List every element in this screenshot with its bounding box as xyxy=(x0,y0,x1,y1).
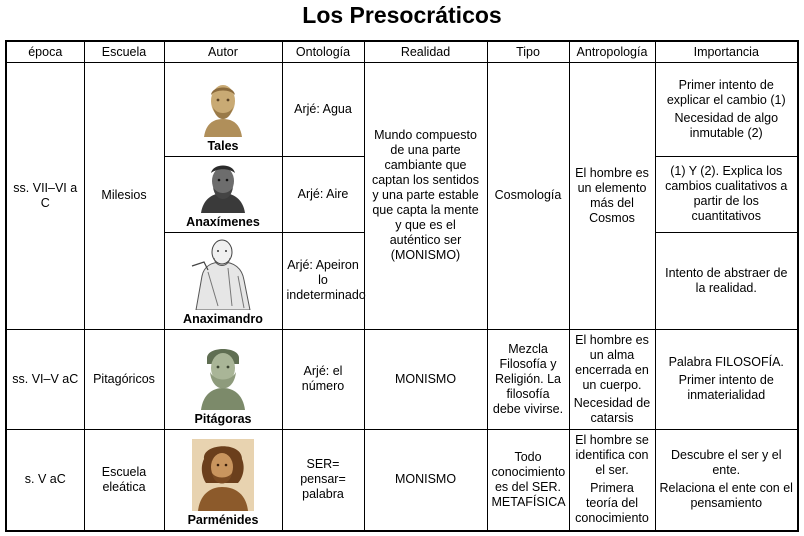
tipo-milesios: Cosmología xyxy=(487,63,569,329)
antropologia-pitagoricos-1: El hombre es un alma encerrada en un cuerpo. xyxy=(575,332,649,392)
parmenides-portrait xyxy=(192,439,254,511)
ontologia-pitagoras: Arjé: el número xyxy=(282,329,364,429)
autor-name-anaximandro: Anaximandro xyxy=(183,311,263,326)
autor-cell-anaximenes xyxy=(164,157,282,233)
importancia-eleaticos-1: Descubre el ser y el ente. xyxy=(671,448,782,478)
antropologia-pitagoricos xyxy=(569,329,655,429)
pitagoras-portrait xyxy=(197,344,249,410)
table-row-tales xyxy=(6,63,798,157)
header-escuela: Escuela xyxy=(84,41,164,63)
antropologia-eleaticos-2: Primera teoría del conocimiento xyxy=(575,481,649,526)
importancia-tales-1: Primer intento de explicar el cambio (1) xyxy=(666,78,786,108)
table-row-pitagoras xyxy=(6,329,798,429)
page-title: Los Presocráticos xyxy=(302,2,502,28)
importancia-pitagoricos xyxy=(655,329,798,429)
realidad-pitagoricos: MONISMO xyxy=(364,329,487,429)
escuela-milesios: Milesios xyxy=(84,63,164,329)
importancia-pitagoricos-1: Palabra FILOSOFÍA. xyxy=(668,355,784,370)
ontologia-tales: Arjé: Agua xyxy=(282,63,364,157)
importancia-tales-2: Necesidad de algo inmutable (2) xyxy=(674,111,779,141)
header-ontologia: Ontología xyxy=(282,41,364,63)
header-realidad: Realidad xyxy=(364,41,487,63)
epoca-pitagoricos: ss. VI–V aC xyxy=(6,329,84,429)
escuela-eleaticos: Escuela eleática xyxy=(84,429,164,531)
importancia-anaximenes: (1) Y (2). Explica los cambios cualitativos a partir de los cuantitativos xyxy=(655,157,798,233)
tales-portrait xyxy=(202,79,244,137)
ontologia-anaximenes: Arjé: Aire xyxy=(282,157,364,233)
header-epoca: época xyxy=(6,41,84,63)
autor-name-pitagoras: Pitágoras xyxy=(194,411,252,426)
antropologia-eleaticos-1: El hombre se identifica con el ser. xyxy=(575,433,649,478)
antropologia-pitagoricos-2: Necesidad de catarsis xyxy=(573,395,651,425)
importancia-eleaticos xyxy=(655,429,798,531)
antropologia-eleaticos xyxy=(569,429,655,531)
realidad-eleaticos: MONISMO xyxy=(364,429,487,531)
autor-cell-pitagoras xyxy=(164,329,282,429)
tipo-pitagoricos: Mezcla Filosofía y Religión. La filosofía debe vivirse. xyxy=(487,329,569,429)
header-tipo: Tipo xyxy=(487,41,569,63)
importancia-eleaticos-2: Relaciona el ente con el pensamiento xyxy=(659,481,793,511)
autor-name-anaximenes: Anaxímenes xyxy=(186,214,260,229)
autor-cell-parmenides xyxy=(164,429,282,531)
header-row xyxy=(6,41,798,63)
tipo-eleaticos: Todo conocimiento es del SER. METAFÍSICA xyxy=(487,429,569,531)
importancia-tales xyxy=(655,63,798,157)
header-autor: Autor xyxy=(164,41,282,63)
autor-cell-tales xyxy=(164,63,282,157)
autor-name-parmenides: Parménides xyxy=(187,513,259,527)
anaximandro-portrait xyxy=(188,236,258,310)
ontologia-parmenides: SER= pensar= palabra xyxy=(282,429,364,531)
epoca-milesios: ss. VII–VI a C xyxy=(6,63,84,329)
importancia-anaximandro: Intento de abstraer de la realidad. xyxy=(655,232,798,329)
header-importancia: Importancia xyxy=(655,41,798,63)
header-antropologia: Antropología xyxy=(569,41,655,63)
escuela-pitagoricos: Pitagóricos xyxy=(84,329,164,429)
anaximenes-portrait xyxy=(201,163,245,213)
table-row-parmenides xyxy=(6,429,798,531)
antropologia-milesios: El hombre es un elemento más del Cosmos xyxy=(569,63,655,329)
presocraticos-table xyxy=(5,40,799,532)
autor-name-tales: Tales xyxy=(207,139,239,154)
epoca-eleaticos: s. V aC xyxy=(6,429,84,531)
realidad-milesios: Mundo compuesto de una parte cambiante que captan los sentidos y una parte estable que capta la mente y que es el auténtico ser (MONISMO) xyxy=(364,63,487,329)
autor-cell-anaximandro xyxy=(164,232,282,329)
ontologia-anaximandro: Arjé: Apeiron lo indeterminado xyxy=(282,232,364,329)
importancia-pitagoricos-2: Primer intento de inmaterialidad xyxy=(678,373,774,403)
